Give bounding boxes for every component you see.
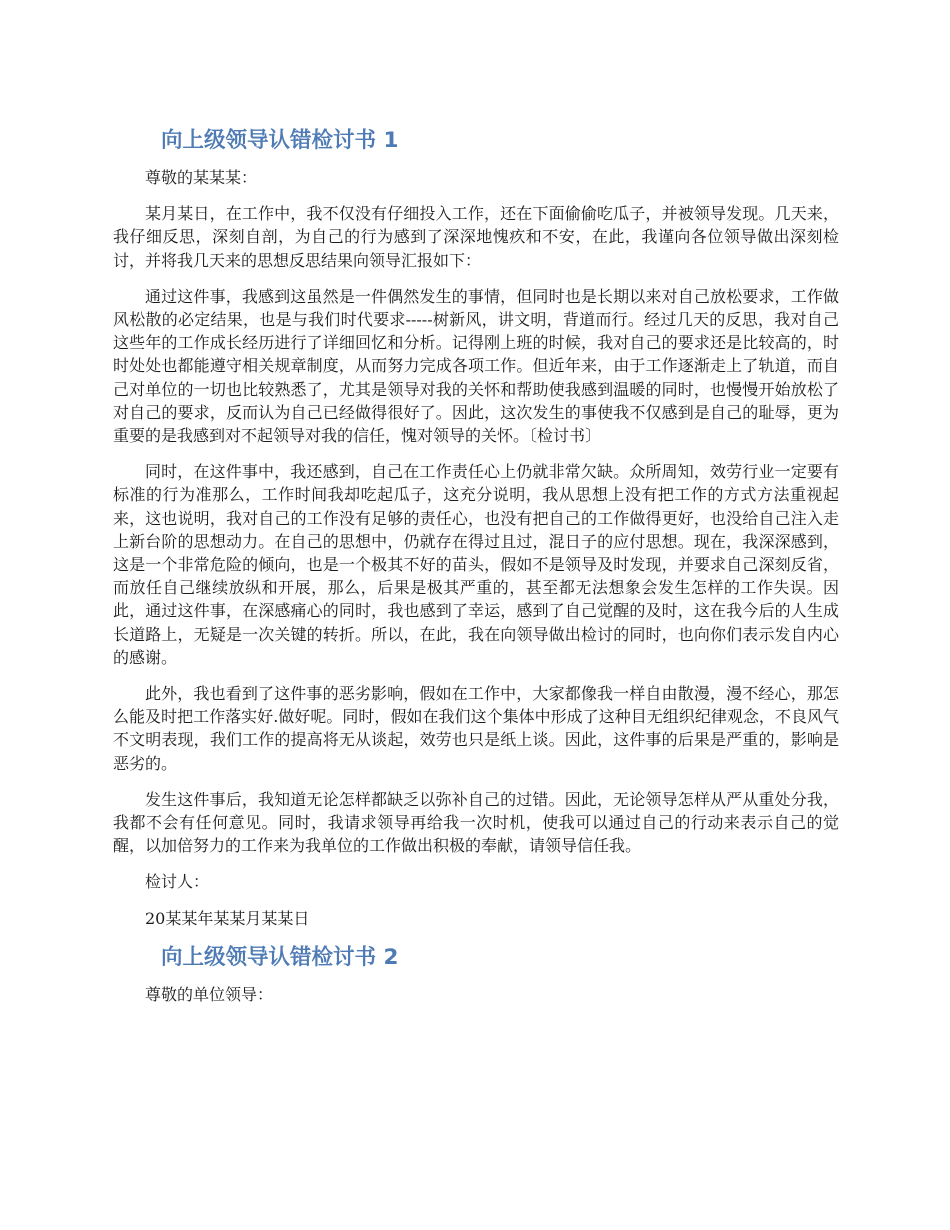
- section-1-salutation: 尊敬的某某某：: [145, 168, 258, 187]
- section-1-paragraph: 此外，我也看到了这件事的恶劣影响，假如在工作中，大家都像我一样自由散漫，漫不经心，那怎么能及时把工作落实好.做好呢。同时，假如在我们这个集体中形成了这种目无组织纪律观念，不良风气不文明表现，我们工作的提高将无从谈起，效劳也只是纸上谈。因此，这件事的后果是严重的，影响是恶劣的。: [113, 684, 839, 773]
- section-1-paragraph: 发生这件事后，我知道无论怎样都缺乏以弥补自己的过错。因此，无论领导怎样从严从重处分我，我都不会有任何意见。同时，我请求领导再给我一次时机，使我可以通过自己的行动来表示自己的觉醒，以加倍努力的工作来为我单位的工作做出积极的奉献，请领导信任我。: [113, 789, 839, 856]
- signature-label: 检讨人：: [145, 872, 210, 892]
- section-1-paragraph: 通过这件事，我感到这虽然是一件偶然发生的事情，但同时也是长期以来对自己放松要求，工作做风松散的必定结果，也是与我们时代要求-----树新风，讲文明，背道而行。经过几天的反思，我对自己这些年的工作成长经历进行了详细回忆和分析。记得刚上班的时候，我对自己的要求还是比较高的，时时处处也都能遵守相关规章制度，从而努力完成各项工作。但近年来，由于工作逐渐走上了轨道，而自己对单位的一切也比较熟悉了，尤其是领导对我的关怀和帮助使我感到温暖的同时，也慢慢开始放松了对自己的要求，反而认为自己已经做得很好了。因此，这次发生的事使我不仅感到是自己的耻辱，更为重要的是我感到对不起领导对我的信任，愧对领导的关怀。〔检讨书〕: [113, 286, 839, 446]
- section-1-paragraph: 某月某日，在工作中，我不仅没有仔细投入工作，还在下面偷偷吃瓜子，并被领导发现。几天来，我仔细反思，深刻自剖，为自己的行为感到了深深地愧疚和不安，在此，我谨向各位领导做出深刻检讨，并将我几天来的思想反思结果向领导汇报如下：: [113, 204, 839, 270]
- date-line: 20某某年某某月某某日: [145, 908, 310, 928]
- section-2-salutation: 尊敬的单位领导：: [145, 984, 274, 1004]
- section-1-title: 向上级领导认错检讨书 1: [161, 128, 399, 153]
- section-2-title: 向上级领导认错检讨书 2: [161, 944, 399, 970]
- document-content: [113, 126, 839, 1019]
- section-1-paragraph: 同时，在这件事中，我还感到，自己在工作责任心上仍就非常欠缺。众所周知，效劳行业一定要有标准的行为准那么，工作时间我却吃起瓜子，这充分说明，我从思想上没有把工作的方式方法重视起来，这也说明，我对自己的工作没有足够的责任心，也没有把自己的工作做得更好，也没给自己注入走上新台阶的思想动力。在自己的思想中，仍就存在得过且过，混日子的应付思想。现在，我深深感到，这是一个非常危险的倾向，也是一个极其不好的苗头，假如不是领导及时发现，并要求自己深刻反省，而放任自己继续放纵和开展，那么，后果是极其严重的，甚至都无法想象会发生怎样的工作失误。因此，通过这件事，在深感痛心的同时，我也感到了幸运，感到了自己觉醒的及时，这在我今后的人生成长道路上，无疑是一次关键的转折。所以，在此，我在向领导做出检讨的同时，也向你们表示发自内心的感谢。: [113, 462, 839, 667]
